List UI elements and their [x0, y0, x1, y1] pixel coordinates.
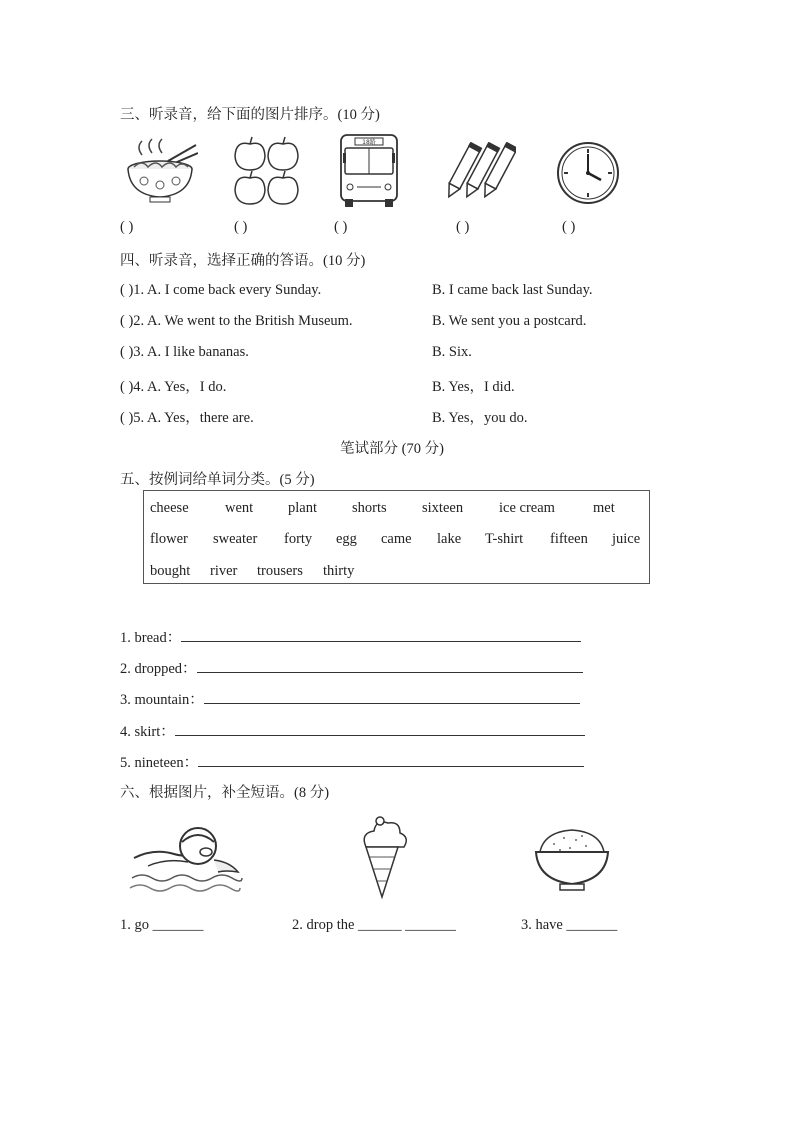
category-dropped-label: 2. dropped： [120, 661, 197, 677]
word-cheese: cheese [150, 500, 189, 516]
pencils-image [444, 142, 516, 204]
word-sixteen: sixteen [422, 500, 464, 516]
word-flower: flower [150, 531, 188, 547]
word-sweater: sweater [213, 531, 258, 547]
word-trousers: trousers [257, 563, 303, 579]
question-4-3-a: ( )3. A. I like bananas. [120, 344, 249, 360]
swimmer-image [128, 818, 246, 898]
section5-title: 五、按例词给单词分类。(5 分) [120, 472, 315, 488]
word-juice: juice [612, 531, 641, 547]
word-went: went [225, 500, 254, 516]
answer-bracket-3[interactable]: ( ) [334, 219, 348, 235]
question-4-4-b: B. Yes，I did. [432, 379, 515, 395]
section6-title: 六、根据图片，补全短语。(8 分) [120, 785, 330, 801]
answer-bracket-5[interactable]: ( ) [562, 219, 576, 235]
answer-bracket-2[interactable]: ( ) [234, 219, 248, 235]
category-skirt [120, 720, 585, 741]
phrase-1: 1. go _______ [120, 917, 204, 933]
answer-line-mountain[interactable] [204, 691, 580, 704]
category-mountain [120, 688, 580, 709]
question-4-5-a: ( )5. A. Yes，there are. [120, 410, 254, 426]
question-4-1-a: ( )1. A. I come back every Sunday. [120, 282, 322, 298]
answer-bracket-4[interactable]: ( ) [456, 219, 470, 235]
phrase-3: 3. have _______ [521, 917, 618, 933]
word-t-shirt: T-shirt [485, 531, 524, 547]
word-egg: egg [336, 531, 357, 547]
question-4-3-b: B. Six. [432, 344, 472, 360]
word-lake: lake [437, 531, 462, 547]
section3-title: 三、听录音，给下面的图片排序。(10 分) [120, 107, 380, 123]
bus-sign-text: 18路 [362, 139, 376, 146]
answer-line-skirt[interactable] [175, 723, 585, 736]
category-skirt-label: 4. skirt： [120, 724, 175, 740]
noodles-bowl-image [122, 133, 198, 209]
bus-image [337, 133, 401, 209]
question-4-1-b: B. I came back last Sunday. [432, 282, 593, 298]
category-nineteen-label: 5. nineteen： [120, 755, 199, 771]
answer-line-bread[interactable] [181, 629, 581, 642]
category-bread [120, 626, 581, 647]
word-plant: plant [288, 500, 317, 516]
question-4-2-a: ( )2. A. We went to the British Museum. [120, 313, 353, 329]
word-thirty: thirty [323, 563, 355, 579]
word-came: came [381, 531, 412, 547]
category-nineteen [120, 751, 584, 772]
question-4-5-b: B. Yes，you do. [432, 410, 528, 426]
rice-bowl-image [534, 826, 610, 896]
word-fifteen: fifteen [550, 531, 588, 547]
ice-cream-image [356, 813, 412, 899]
category-dropped [120, 657, 583, 678]
phrase-2: 2. drop the ______ _______ [292, 917, 456, 933]
word-ice-cream: ice cream [499, 500, 555, 516]
written-part-heading: 笔试部分 (70 分) [340, 441, 444, 457]
answer-bracket-1[interactable]: ( ) [120, 219, 134, 235]
clock-image [555, 140, 621, 206]
answer-line-nineteen[interactable] [198, 754, 584, 767]
apples-image [233, 134, 301, 208]
category-bread-label: 1. bread： [120, 630, 182, 646]
word-shorts: shorts [352, 500, 387, 516]
word-forty: forty [284, 531, 313, 547]
category-mountain-label: 3. mountain： [120, 692, 204, 708]
answer-line-dropped[interactable] [197, 660, 583, 673]
question-4-4-a: ( )4. A. Yes，I do. [120, 379, 227, 395]
question-4-2-b: B. We sent you a postcard. [432, 313, 587, 329]
word-met: met [593, 500, 615, 516]
word-river: river [210, 563, 238, 579]
word-bought: bought [150, 563, 191, 579]
section4-title: 四、听录音，选择正确的答语。(10 分) [120, 253, 366, 269]
